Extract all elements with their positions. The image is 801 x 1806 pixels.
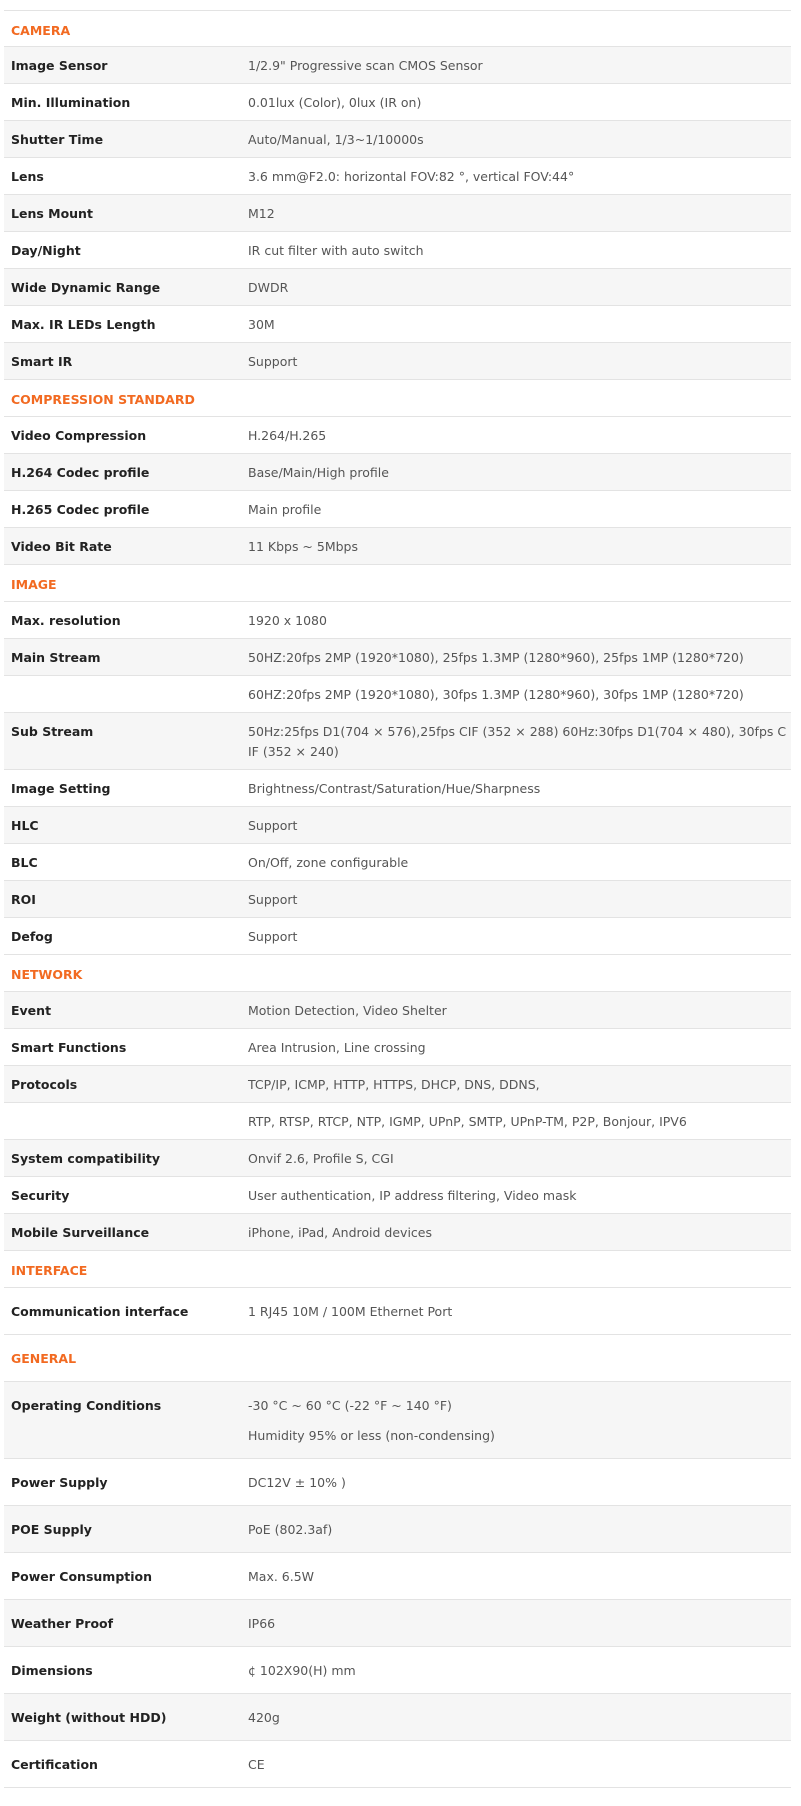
section-title: COMPRESSION STANDARD [11,392,195,407]
spec-value-line: Motion Detection, Video Shelter [248,1003,447,1018]
spec-value-line: RTP, RTSP, RTCP, NTP, IGMP, UPnP, SMTP, UPnP-TM, P2P, Bonjour, IPV6 [248,1114,687,1129]
spec-value-line: DWDR [248,280,289,295]
section-title: IMAGE [11,577,57,592]
section-title: CAMERA [11,23,71,38]
spec-value-line: Humidity 95% or less (non-condensing) [248,1428,495,1443]
spec-value-line: 1/2.9" Progressive scan CMOS Sensor [248,58,483,73]
spec-value-line: Max. 6.5W [248,1569,315,1584]
spec-label: Defog [11,929,53,944]
spec-value-line: 11 Kbps ~ 5Mbps [248,539,358,554]
spec-value [248,1302,791,1322]
spec-row [4,1600,791,1647]
section-header [4,380,791,417]
spec-value [248,853,791,873]
spec-row [4,639,791,676]
spec-row [4,1694,791,1741]
spec-value [248,1223,791,1243]
spec-value-line: H.264/H.265 [248,428,327,443]
spec-value-line: Support [248,929,298,944]
spec-label: Wide Dynamic Range [11,280,161,295]
spec-value-line: On/Off, zone configurable [248,855,409,870]
spec-value-line: User authentication, IP address filtering, Video mask [248,1188,577,1203]
spec-label: Certification [11,1757,98,1772]
spec-row [4,1177,791,1214]
spec-label: Event [11,1003,52,1018]
spec-row [4,232,791,269]
spec-row [4,602,791,639]
spec-row [4,1647,791,1694]
spec-value [248,1186,791,1206]
spec-value [248,463,791,483]
spec-label: Day/Night [11,243,81,258]
spec-row [4,195,791,232]
spec-value [248,167,791,187]
spec-value-line: Onvif 2.6, Profile S, CGI [248,1151,394,1166]
spec-label: Image Setting [11,781,111,796]
section-title: GENERAL [11,1351,77,1366]
spec-row [4,1382,791,1459]
spec-label: Sub Stream [11,724,94,739]
spec-value-line: TCP/IP, ICMP, HTTP, HTTPS, DHCP, DNS, DDNS, [248,1077,540,1092]
spec-value-line: Brightness/Contrast/Saturation/Hue/Sharpness [248,781,541,796]
spec-row [4,676,791,713]
spec-value-line: 3.6 mm@F2.0: horizontal FOV:82 °, vertical FOV:44° [248,169,575,184]
spec-value-line: Area Intrusion, Line crossing [248,1040,426,1055]
spec-value [248,1473,791,1493]
spec-row [4,1103,791,1140]
spec-value [248,927,791,947]
spec-label: Lens [11,169,44,184]
spec-value-line: CE [248,1757,265,1772]
spec-row [4,992,791,1029]
spec-label: Video Compression [11,428,147,443]
spec-value-line: 50Hz:25fps D1(704 × 576),25fps CIF (352 × 288) 60Hz:30fps D1(704 × 480), 30fps CIF (352 × 240) [248,724,787,759]
spec-row [4,1288,791,1335]
spec-value-line: DC12V ± 10% ) [248,1475,346,1490]
spec-row [4,1029,791,1066]
spec-row [4,770,791,807]
spec-row [4,343,791,380]
spec-value-line: 0.01lux (Color), 0lux (IR on) [248,95,422,110]
spec-value [248,1075,791,1095]
spec-value-line: iPhone, iPad, Android devices [248,1225,433,1240]
spec-label: Operating Conditions [11,1398,162,1413]
spec-label: Max. IR LEDs Length [11,317,156,332]
spec-row [4,1066,791,1103]
spec-row [4,1553,791,1600]
spec-label: Power Consumption [11,1569,153,1584]
spec-value-line: ¢ 102X90(H) mm [248,1663,356,1678]
spec-value-line: Base/Main/High profile [248,465,389,480]
spec-label: Smart IR [11,354,73,369]
spec-label: Image Sensor [11,58,108,73]
spec-value-line: Support [248,892,298,907]
spec-label: Min. Illumination [11,95,131,110]
spec-value [248,1149,791,1169]
spec-row [4,807,791,844]
spec-row [4,528,791,565]
spec-value [248,278,791,298]
spec-value-line: 1920 x 1080 [248,613,327,628]
spec-value-line: -30 °C ~ 60 °C (-22 °F ~ 140 °F) [248,1398,452,1413]
spec-value [248,779,791,799]
spec-label: Lens Mount [11,206,93,221]
spec-value [248,352,791,372]
spec-value [248,426,791,446]
spec-row [4,47,791,84]
spec-value [248,685,791,705]
section-title: INTERFACE [11,1263,88,1278]
spec-row [4,1459,791,1506]
spec-label: ROI [11,892,36,907]
spec-label: Main Stream [11,650,101,665]
section-title: NETWORK [11,967,83,982]
section-header [4,1335,791,1382]
spec-value [248,1567,791,1587]
spec-label: Protocols [11,1077,78,1092]
spec-value-line: M12 [248,206,275,221]
spec-value-line: 420g [248,1710,280,1725]
spec-label: HLC [11,818,39,833]
spec-label: H.264 Codec profile [11,465,150,480]
spec-row [4,121,791,158]
spec-row [4,84,791,121]
spec-value [248,1661,791,1681]
spec-value [248,500,791,520]
spec-row [4,491,791,528]
section-header [4,1251,791,1288]
spec-value-line: Support [248,818,298,833]
spec-label: Weight (without HDD) [11,1710,167,1725]
spec-value [248,1001,791,1021]
spec-value-line: IR cut filter with auto switch [248,243,424,258]
spec-value [248,1038,791,1058]
spec-label: POE Supply [11,1522,92,1537]
spec-value [248,315,791,335]
section-header [4,11,791,47]
spec-row [4,881,791,918]
spec-value-line: Auto/Manual, 1/3~1/10000s [248,132,424,147]
spec-row [4,417,791,454]
spec-row [4,454,791,491]
spec-value [248,816,791,836]
spec-row [4,713,791,770]
spec-value-line: 50HZ:20fps 2MP (1920*1080), 25fps 1.3MP (1280*960), 25fps 1MP (1280*720) [248,650,744,665]
spec-value [248,890,791,910]
spec-value-line: Support [248,354,298,369]
spec-value-line: 1 RJ45 10M / 100M Ethernet Port [248,1304,453,1319]
spec-row [4,1214,791,1251]
spec-label: Shutter Time [11,132,104,147]
spec-value [248,93,791,113]
spec-label: Weather Proof [11,1616,114,1631]
spec-label: Max. resolution [11,613,121,628]
spec-row [4,844,791,881]
spec-value-line: Main profile [248,502,322,517]
spec-label: Smart Functions [11,1040,127,1055]
spec-label: Security [11,1188,70,1203]
spec-label: Mobile Surveillance [11,1225,150,1240]
section-header [4,565,791,602]
spec-value [248,1755,791,1775]
spec-value [248,241,791,261]
spec-label: Power Supply [11,1475,108,1490]
spec-label: Dimensions [11,1663,93,1678]
spec-value [248,722,791,762]
section-header [4,955,791,992]
spec-label: BLC [11,855,38,870]
spec-value [248,1708,791,1728]
spec-label: Communication interface [11,1304,189,1319]
spec-label: System compatibility [11,1151,161,1166]
spec-value [248,648,791,668]
spec-value-line: PoE (802.3af) [248,1522,333,1537]
spec-label: H.265 Codec profile [11,502,150,517]
spec-row [4,158,791,195]
spec-row [4,1506,791,1553]
spec-value [248,537,791,557]
spec-label: Video Bit Rate [11,539,112,554]
spec-value [248,1396,791,1446]
spec-value [248,611,791,631]
spec-row [4,918,791,955]
spec-row [4,1140,791,1177]
spec-value [248,130,791,150]
spec-value [248,1520,791,1540]
spec-value [248,56,791,76]
spec-value [248,204,791,224]
spec-value-line: 30M [248,317,275,332]
spec-value-line: 60HZ:20fps 2MP (1920*1080), 30fps 1.3MP (1280*960), 30fps 1MP (1280*720) [248,687,744,702]
spec-row [4,306,791,343]
spec-row [4,269,791,306]
spec-table [4,10,791,1788]
spec-value-line: IP66 [248,1616,276,1631]
spec-value [248,1614,791,1634]
spec-value [248,1112,791,1132]
spec-row [4,1741,791,1788]
